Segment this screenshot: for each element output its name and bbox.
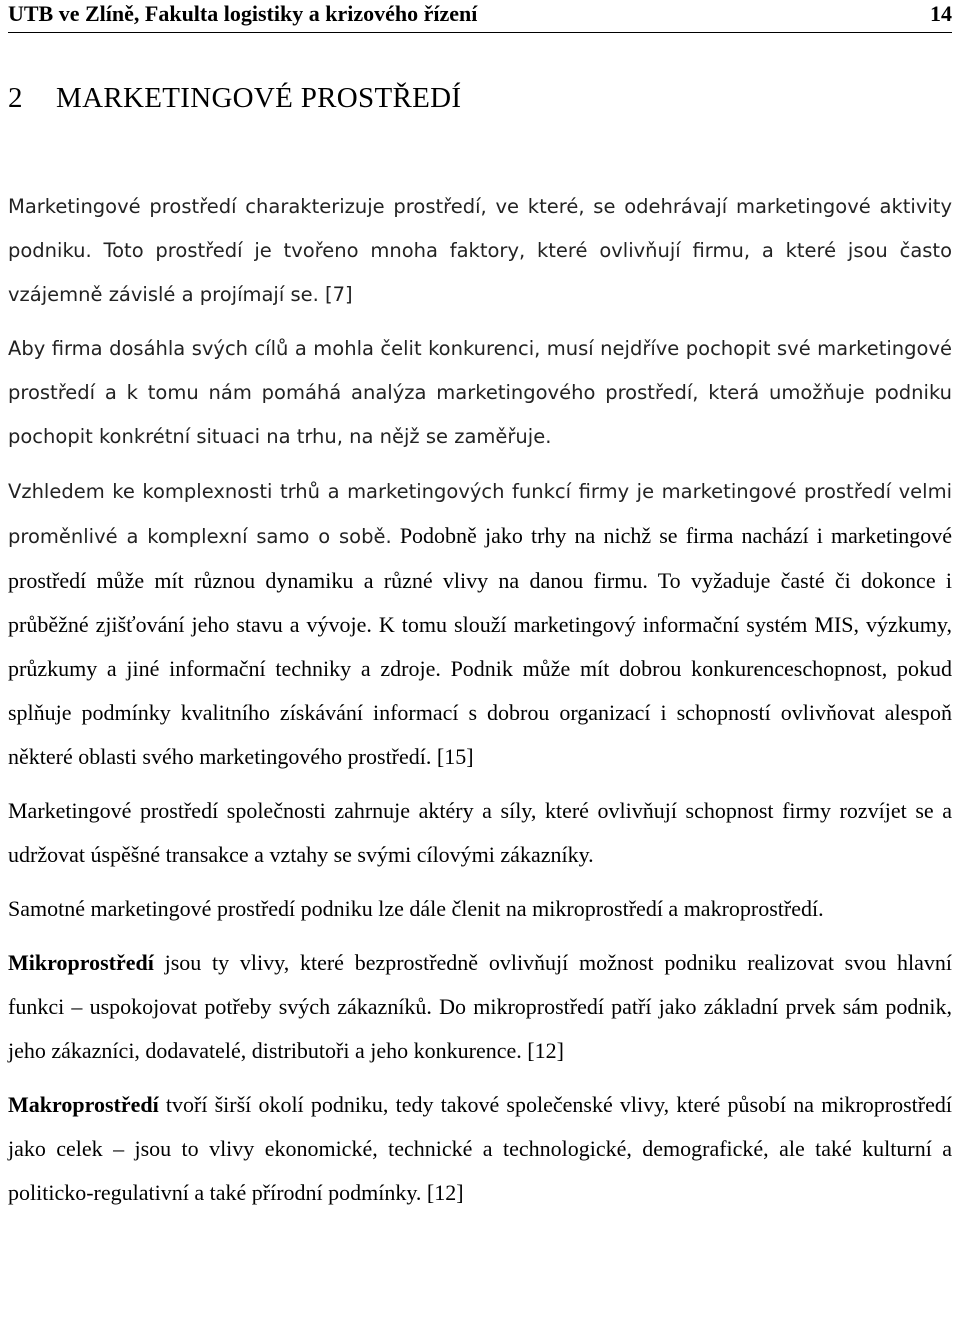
paragraph-2 <box>8 327 952 459</box>
paragraph-4 <box>8 789 952 877</box>
chapter-heading <box>8 81 952 115</box>
paragraph-1-citation: [7] <box>318 283 353 306</box>
paragraph-3-text: Vzhledem ke komplexnosti trhů a marketingových funkcí firmy je marketingové prostředí velmi proměnlivé a komplexní samo o sobě. <box>8 480 952 548</box>
paragraph-6-text: jsou ty vlivy, které bezprostředně ovlivňují možnost podniku realizovat svou hlavní funkci – uspokojovat potřeby svých zákazníků. Do mikroprostředí patří jako základní prvek sám podnik, jeho zákazníci, dodavatelé, distributoři a jeho konkurence. [12] <box>8 950 952 1063</box>
term-makroprostredi: Makroprostředí <box>8 1092 159 1117</box>
paragraph-5-text: Samotné marketingové prostředí podniku lze dále členit na mikroprostředí a makroprostředí. <box>8 896 824 921</box>
paragraph-6 <box>8 941 952 1073</box>
paragraph-7-text: tvoří širší okolí podniku, tedy takové společenské vlivy, které působí na mikroprostředí jako celek – jsou to vlivy ekonomické, technické a technologické, demografické, ale také kulturní a politicko-regulativní a také přírodní podmínky. [12] <box>8 1092 952 1205</box>
paragraph-2-text: Aby firma dosáhla svých cílů a mohla čelit konkurenci, musí nejdříve pochopit své marketingové prostředí a k tomu nám pomáhá analýza marketingového prostředí, která umožňuje podniku pochopit konkrétní situaci na trhu, na nějž se zaměřuje. <box>8 337 952 448</box>
chapter-number: 2 <box>8 82 23 114</box>
paragraph-5 <box>8 887 952 931</box>
paragraph-7 <box>8 1083 952 1215</box>
document-page <box>8 0 952 1215</box>
paragraph-1-text: Marketingové prostředí charakterizuje prostředí, ve které, se odehrávají marketingové aktivity podniku. Toto prostředí je tvořeno mnoha faktory, které ovlivňují firmu, a které jsou často vzájemně závislé a projímají se. <box>8 195 952 306</box>
body-text <box>8 185 952 1215</box>
paragraph-3-continuation: Podobně jako trhy na nichž se firma nachází i marketingové prostředí může mít různou dynamiku a různé vlivy na danou firmu. To vyžaduje časté či dokonce i průběžné zjišťování jeho stavu a vývoje. K tomu slouží marketingový informační systém MIS, výzkumy, průzkumy a jiné informační techniky a zdroje. Podnik může mít dobrou konkurenceschopnost, pokud splňuje podmínky kvalitního získávání informací s dobrou organizací i schopností ovlivňovat alespoň některé oblasti svého marketingového prostředí. [15] <box>8 523 953 769</box>
chapter-title: MARKETINGOVÉ PROSTŘEDÍ <box>56 82 462 114</box>
paragraph-3 <box>8 469 952 779</box>
running-header <box>8 0 952 33</box>
header-page-number: 14 <box>930 1 952 26</box>
term-mikroprostredi: Mikroprostředí <box>8 950 154 975</box>
header-institution: UTB ve Zlíně, Fakulta logistiky a krizového řízení <box>8 1 478 26</box>
paragraph-1 <box>8 185 952 317</box>
paragraph-4-text: Marketingové prostředí společnosti zahrnuje aktéry a síly, které ovlivňují schopnost firmy rozvíjet se a udržovat úspěšné transakce a vztahy se svými cílovými zákazníky. <box>8 798 952 867</box>
